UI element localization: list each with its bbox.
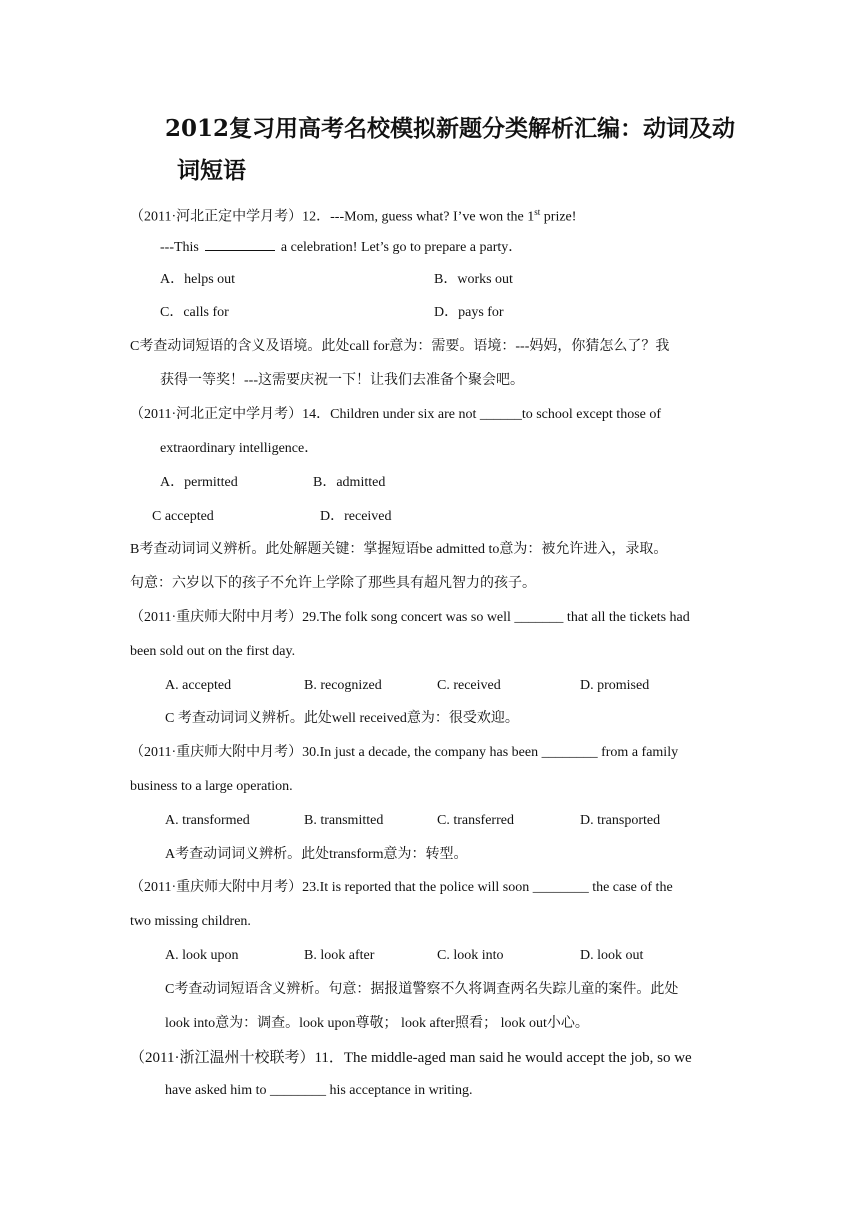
option-d: D．pays for [434, 305, 504, 320]
option-d: D．received [320, 509, 392, 524]
question-23-stem-cont: two missing children. [130, 914, 251, 929]
option-c: C．calls for [160, 305, 229, 320]
page-title-line-2: 词短语 [177, 157, 246, 184]
option-a: A．permitted [160, 475, 238, 490]
answer-explanation: C考查动词短语的含义及语境。此处call for意为：需要。语境：---妈妈，你猜怎么了？我 [130, 339, 670, 354]
answer-explanation: 句意：六岁以下的孩子不允许上学除了那些具有超凡智力的孩子。 [130, 576, 536, 591]
option-c: C accepted [152, 509, 214, 524]
answer-explanation: look into意为：调查。look upon尊敬； look after照看； look out小心。 [165, 1016, 589, 1031]
option-a: A．helps out [160, 272, 236, 287]
answer-explanation: A考查动词词义辨析。此处transform意为：转型。 [165, 847, 468, 862]
option-b: B. recognized [304, 678, 382, 693]
dialogue-start: ---This [160, 240, 199, 255]
option-c: C. received [437, 678, 501, 693]
question-14-stem: （2011·河北正定中学月考）14．Children under six are not ______to school except those of [130, 407, 662, 422]
option-a: A. transformed [165, 813, 250, 828]
question-12-stem [130, 203, 576, 227]
question-12-text: （2011·河北正定中学月考）12．---Mom, guess what? I’ve won the 1 [130, 209, 535, 225]
answer-explanation: B考查动词词义辨析。此处解题关键：掌握短语be admitted to意为：被允许进入，录取。 [130, 542, 668, 557]
dialogue-end: a celebration! Let’s go to prepare a party． [280, 240, 523, 255]
option-a: A. accepted [165, 678, 232, 693]
question-11-stem-cont: have asked him to ________ his acceptance in writing. [165, 1083, 473, 1098]
answer-explanation: C考查动词短语含义辨析。句意：据报道警察不久将调查两名失踪儿童的案件。此处 [165, 982, 679, 997]
question-12-text-end: prize! [540, 209, 577, 225]
option-a: A. look upon [165, 948, 239, 963]
question-30-stem-cont: business to a large operation. [130, 779, 293, 794]
option-c: C. transferred [437, 813, 514, 828]
page-title-line-1: 2012复习用高考名校模拟新题分类解析汇编：动词及动 [165, 115, 736, 142]
answer-explanation: 获得一等奖！---这需要庆祝一下！让我们去准备个聚会吧。 [160, 373, 524, 388]
option-b: B. transmitted [304, 813, 384, 828]
superscript-st: st [534, 207, 541, 217]
option-d: D. transported [580, 813, 661, 828]
question-29-stem: （2011·重庆师大附中月考）29.The folk song concert was so well _______ that all the tickets had [130, 610, 690, 625]
option-d: D. promised [580, 678, 650, 693]
answer-explanation: C 考查动词词义辨析。此处well received意为：很受欢迎。 [165, 711, 519, 726]
question-30-stem: （2011·重庆师大附中月考）30.In just a decade, the company has been ________ from a family [130, 745, 679, 760]
question-29-stem-cont: been sold out on the first day. [130, 644, 296, 659]
option-b: B．admitted [313, 475, 386, 490]
option-b: B. look after [304, 948, 375, 963]
question-14-stem-cont: extraordinary intelligence． [160, 441, 319, 456]
question-12-dialogue [160, 237, 522, 257]
option-b: B．works out [434, 272, 513, 287]
question-11-stem: （2011·浙江温州十校联考）11．The middle-aged man said he would accept the job, so we [130, 1050, 692, 1066]
option-c: C. look into [437, 948, 504, 963]
option-d: D. look out [580, 948, 644, 963]
answer-blank [205, 237, 275, 251]
question-23-stem: （2011·重庆师大附中月考）23.It is reported that the police will soon ________ the case of the [130, 880, 673, 895]
